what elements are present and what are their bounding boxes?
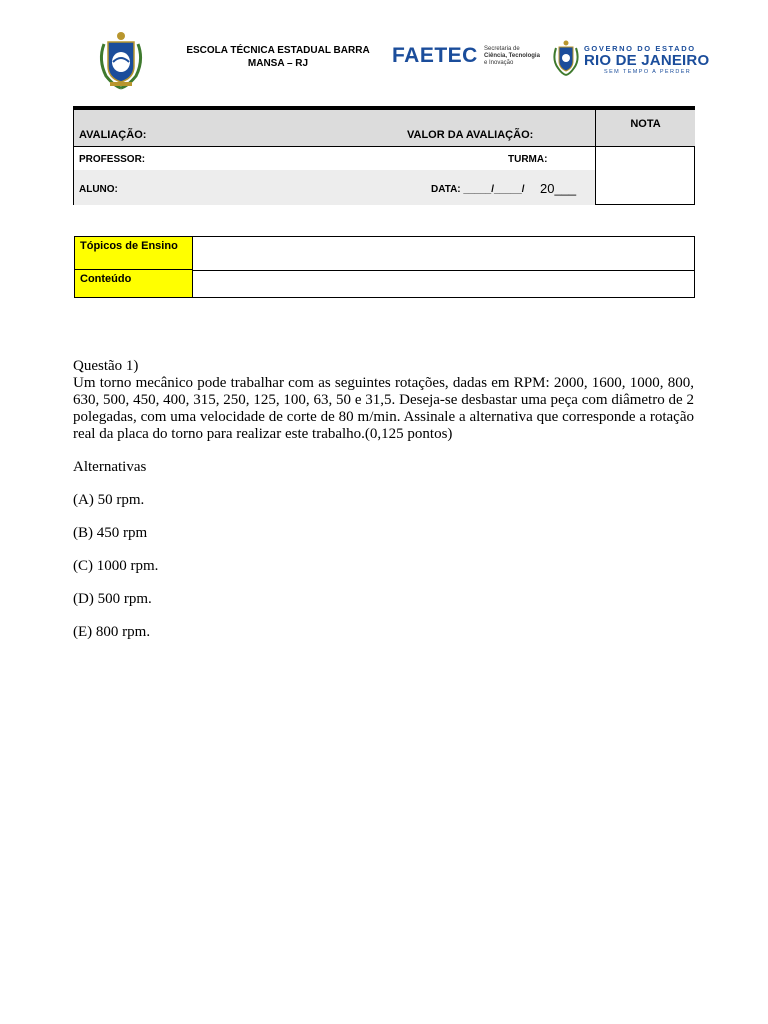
question-body: Um torno mecânico pode trabalhar com as seguintes rotações, dadas em RPM: 2000, 1600, 1000, 800, 630, 500, 450, 400, 315, 250, 125, 100, 63, 50 e 31,5. Deseja-se desbastar uma peça com diâmetro de 2 polegadas, com uma velocidade de corte de 80 m/min. Assinale a alternativa que corresponde a rotação real da placa do torno para realizar este trabalho.(0,125 pontos) — [73, 375, 694, 442]
professor-label: PROFESSOR: — [79, 154, 146, 165]
topics-table — [74, 236, 695, 298]
alternatives-label: Alternativas — [73, 459, 147, 475]
state-crest-logo — [96, 30, 146, 90]
alternative-b: (B) 450 rpm — [73, 525, 148, 541]
alternative-a: (A) 50 rpm. — [73, 492, 145, 508]
state-name: RIO DE JANEIRO — [584, 52, 710, 69]
conteudo-label: Conteúdo — [75, 270, 193, 297]
avaliacao-label: AVALIAÇÃO: — [79, 129, 147, 141]
data-year: 20___ — [540, 181, 577, 196]
faetec-sub-line: e Inovação — [484, 60, 514, 66]
topics-divider — [193, 270, 694, 271]
aluno-row — [74, 170, 595, 205]
nota-label: NOTA — [596, 110, 695, 147]
faetec-sub-line: Ciência, Tecnologia — [484, 53, 540, 59]
turma-label: TURMA: — [508, 154, 548, 165]
faetec-subtitle — [484, 46, 540, 67]
government-crest-icon — [552, 40, 580, 76]
data-label: DATA: _____/_____/ — [431, 184, 525, 195]
alternative-d: (D) 500 rpm. — [73, 591, 152, 607]
valor-avaliacao-label: VALOR DA AVALIAÇÃO: — [407, 129, 534, 141]
alternative-c: (C) 1000 rpm. — [73, 558, 159, 574]
topicos-label: Tópicos de Ensino — [75, 237, 193, 270]
faetec-logo: FAETEC — [392, 44, 478, 67]
faetec-sub-line: Secretaria de — [484, 46, 520, 52]
school-name: ESCOLA TÉCNICA ESTADUAL BARRA MANSA – RJ — [186, 45, 370, 69]
professor-row — [74, 146, 595, 171]
aluno-label: ALUNO: — [79, 184, 118, 195]
government-label: GOVERNO DO ESTADO — [584, 44, 696, 53]
government-slogan: SEM TEMPO A PERDER — [604, 69, 692, 75]
evaluation-row — [74, 110, 595, 147]
question-title: Questão 1) — [73, 358, 139, 374]
evaluation-header-table — [73, 106, 695, 205]
alternative-e: (E) 800 rpm. — [73, 624, 151, 640]
question-block — [73, 358, 694, 641]
nota-column — [595, 110, 695, 205]
